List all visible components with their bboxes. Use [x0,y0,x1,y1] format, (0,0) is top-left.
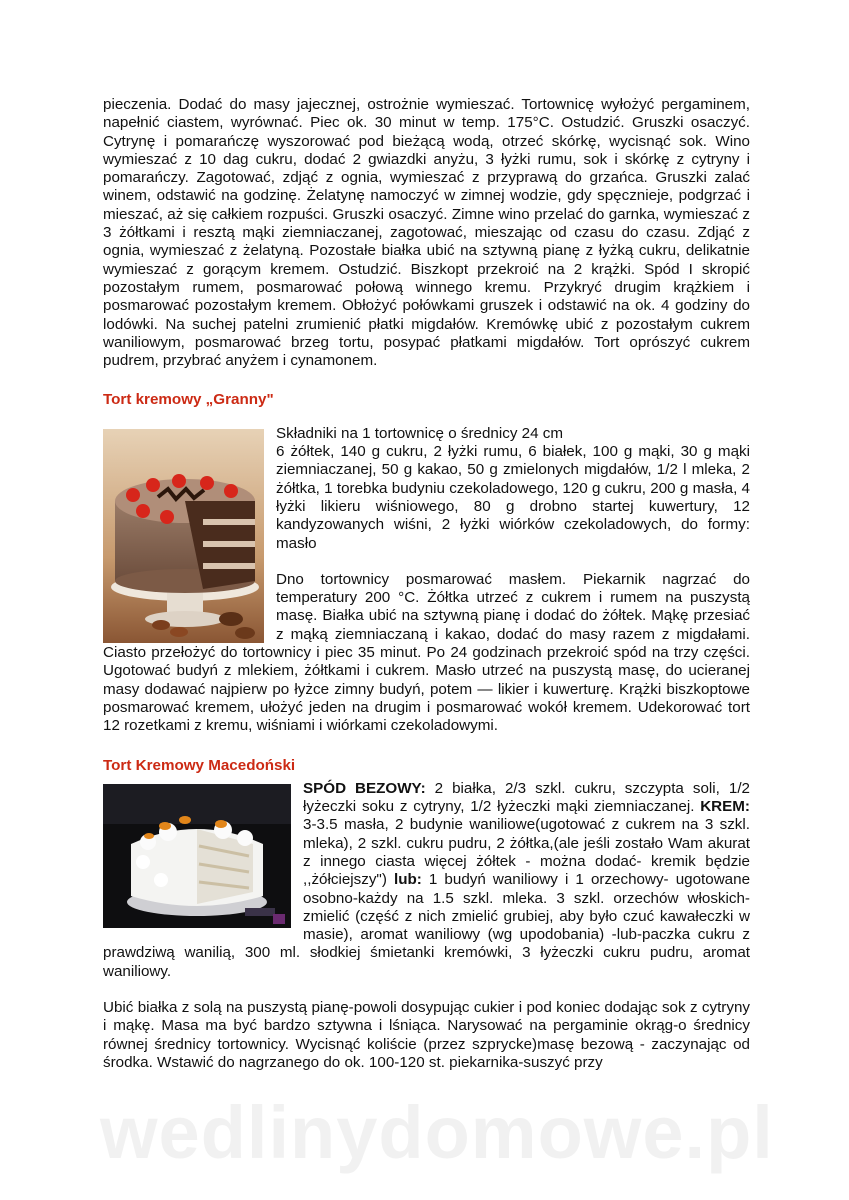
recipe2-title: Tort Kremowy Macedoński [103,756,296,774]
recipe1-method: Dno tortownicy posmarować masłem. Piekarnik nagrzać do temperatury 200 °C. Żółtka utrzeć z cukrem i rumem na puszystą masę. Białka ubić na sztywną pianę i dodać do żółtek. Mąkę przesiać z mąką ziemniaczaną i kakao, dodać do masy razem z migdałami. Ciasto przełożyć do tortownicy i piec 35 minut. Po 24 godzinach przekroić spód na trzy części. Ugotować budyń z mlekiem, żółtkami i cukrem. Masło utrzeć na puszystą masę, do ucieranej masy dodawać najpierw po łyżce zimny budyń, potem — likier i kuwerturę. Krążki biszkoptowe posmarować kremem, ułożyć jeden na drugim i posmarować wokół kremem. Udekorować tort 12 rozetkami z kremu, wiśniami i wiórkami czekoladowymi. [103,570,750,735]
watermark: wedlinydomowe.pl [100,1091,774,1174]
or-label: lub: [393,871,422,889]
white-meringue-cake-photo-icon [103,784,291,928]
cream-text-1: 3-3.5 masła, 2 budynie waniliowe(ugotować z cukrem na 3 szkl. mleka), 2 szkl. cukru pudru, 2 żółtka,(ale jeśli zostało Wam akurat z innego ciasta więcej żółtek - można dodać- kremik będzie ,,żółciejszy") [303,816,750,889]
cream-text-2: 1 budyń waniliowy i 1 orzechowy- ugotowane osobno-każdy na 1.5 szkl. mleka. 3 szkl. orzechów włoskich- zmielić (część z nich zmielić grubiej, aby było czuć kawałeczki w masie), aromat waniliowy (wg upodobania) -lub-paczka cukru z prawdziwą wanilią, 300 ml. słodkiej śmietanki kremówki, 3 łyżeczki cukru pudru, aromat waniliowy. [103,871,751,980]
recipe1-ingredients-header: Składniki na 1 tortownicę o średnicy 24 cm [276,424,564,442]
recipe1-ingredients: 6 żółtek, 140 g cukru, 2 łyżki rumu, 6 białek, 100 g mąki, 30 g mąki ziemniaczanej, 50 g kakao, 50 g zmielonych migdałów, 1/2 l mleka, 2 żółtka, 1 torebka budyniu czekoladowego, 120 g cukru, 200 g masła, 4 łyżki likieru wiśniowego, 80 g drobno startej kuwertury, 12 kandyzowanych wiśni, 2 łyżki wiórków czekoladowych, do formy: masło [276,443,750,552]
recipe1-section [103,425,750,736]
intro-paragraph: pieczenia. Dodać do masy jajecznej, ostrożnie wymieszać. Tortownicę wyłożyć pergaminem, napełnić ciastem, wyrównać. Piec ok. 30 minut w temp. 175°C. Ostudzić. Gruszki osaczyć. Cytrynę i pomarańczę wyszorować pod bieżącą wodą, otrzeć skórkę, wycisnąć sok. Wino wymieszać z 10 dag cukru, dodać 2 gwiazdki anyżu, 3 łyżki rumu, sok i skórkę z cytryny i pomarańczy. Zagotować, zdjąć z ognia, wymieszać z przyprawą do grzańca. Gruszki zalać winem, odstawić na godzinę. Żelatynę namoczyć w zimnej wodzie, gdy spęcznieje, podgrzać i mieszać, aż się całkiem rozpuści. Gruszki osaczyć. Zimne wino przelać do garnka, wymieszać z 3 żółtkami i resztą mąki ziemniaczanej, zagotować, mieszając od czasu do czasu. Zdjąć z ognia, wymieszać z żelatyną. Pozostałe białka ubić na sztywną pianę z łyżką cukru, delikatnie wymieszać z gorącym kremem. Ostudzić. Biszkopt przekroić na 2 krążki. Spód I skropić pozostałym rumem, posmarować połową winnego kremu. Przykryć drugim krążkiem i posmarować pozostałym kremem. Obłożyć połówkami gruszek i odstawić na ok. 4 godziny do lodówki. Na suchej patelni zrumienić płatki migdałów. Kremówkę ubić z pozostałym cukrem waniliowym, posmarować brzeg tortu, posypać płatkami migdałów. Tort oprószyć cukrem pudrem, przybrać anyżem i cynamonem. [103,96,750,370]
cream-label: KREM: [700,798,750,816]
recipe2-section [103,780,750,1072]
base-label: SPÓD BEZOWY: [303,779,426,797]
document-page [103,96,750,1072]
recipe1-title: Tort kremowy „Granny" [103,391,274,409]
recipe2-method: Ubić białka z solą na puszystą pianę-powoli dosypując cukier i pod koniec dodając sok z cytryny i mąkę. Masa ma być bardzo sztywna i lśniąca. Narysować na pergaminie okrąg-o średnicy równej średnicy tortownicy. Wycisnąć koliście (przez szprycke)masę bezową - zaczynając od środka. Wstawić do nagrzanego do ok. 100-120 st. piekarnika-suszyć przy [103,999,750,1071]
chocolate-cream-cake-photo-icon [103,429,264,643]
base-text: 2 białka, 2/3 szkl. cukru, szczypta soli, 1/2 łyżeczki soku z cytryny, 1/2 łyżeczki mąki ziemniaczanej. [303,779,750,816]
